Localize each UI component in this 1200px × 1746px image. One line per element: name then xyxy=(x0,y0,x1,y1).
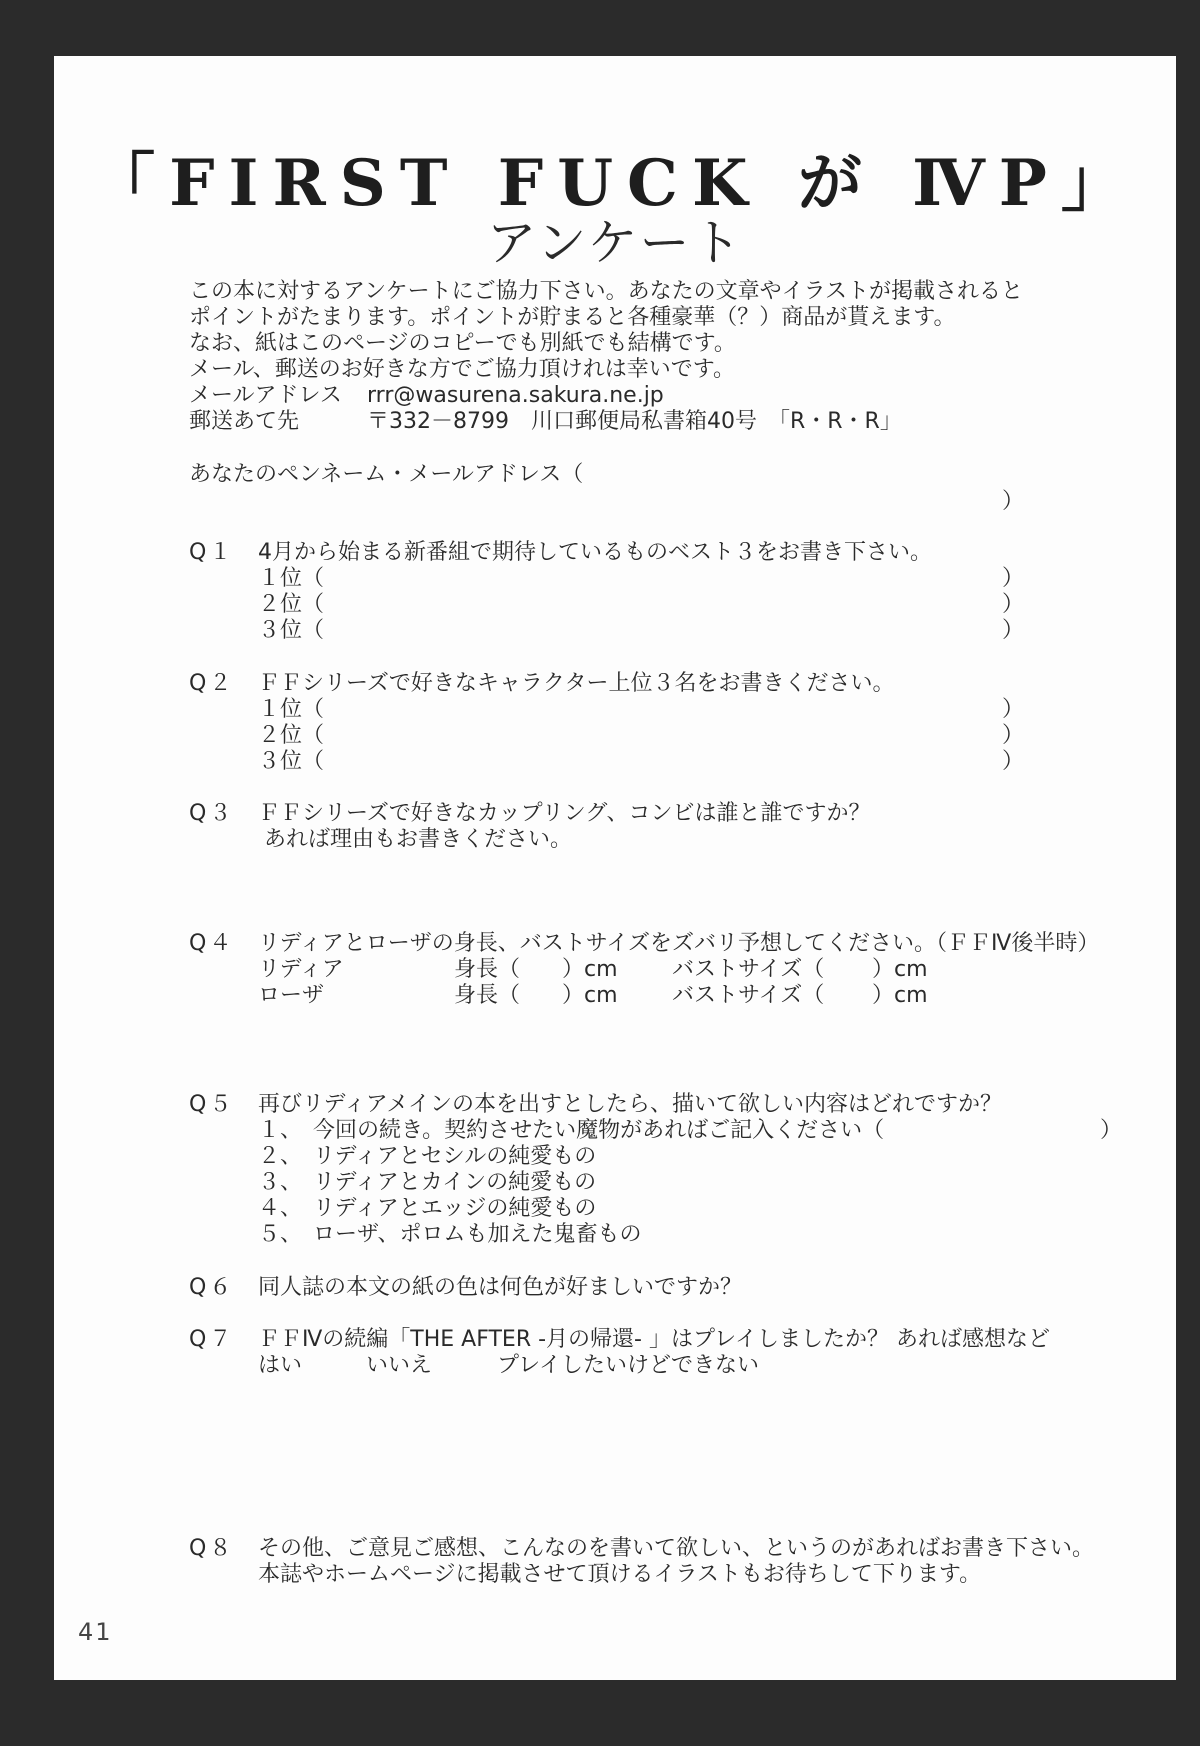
penname-close: ） xyxy=(1002,489,1025,514)
q4-number: Q４ xyxy=(189,931,235,956)
intro-line: ポイントがたまります。ポイントが貯まると各種豪華（？）商品が貰えます。 xyxy=(189,305,956,330)
q5-text: 再びリディアメインの本を出すとしたら、描いて欲しい内容はどれですか？ xyxy=(258,1092,1003,1117)
q7-number: Q７ xyxy=(189,1327,235,1352)
q1-rank-1-close: ） xyxy=(1002,566,1025,591)
q7-choice-no: いいえ xyxy=(366,1353,433,1378)
q3-text: ＦＦシリーズで好きなカップリング、コンビは誰と誰ですか？ xyxy=(258,801,871,826)
q4-row-1-bust: バストサイズ（ xyxy=(672,957,825,982)
q4-text: リディアとローザの身長、バストサイズをズバリ予想してください。（ＦＦⅣ後半時） xyxy=(258,931,1100,956)
q7-text: ＦＦⅣの続編「THE AFTER -月の帰還- 」はプレイしましたか？ あれば感想など xyxy=(258,1327,1050,1352)
q1-rank-2: ２位（ xyxy=(258,592,325,617)
intro-line: なお、紙はこのページのコピーでも別紙でも結構です。 xyxy=(189,331,736,356)
q5-option-5: ５、 ローザ、ポロムも加えた鬼畜もの xyxy=(258,1222,642,1247)
q1-text: 4月から始まる新番組で期待しているものベスト３をお書き下さい。 xyxy=(258,540,932,565)
q4-row-2-height-unit: ）cm xyxy=(562,983,618,1008)
q2-rank-1-close: ） xyxy=(1002,697,1025,722)
q7-choice-yes: はい xyxy=(258,1353,303,1378)
q2-rank-2-close: ） xyxy=(1002,723,1025,748)
mail-label: メールアドレス xyxy=(189,383,342,408)
page-number: 41 xyxy=(78,1618,113,1646)
q5-option-3: ３、 リディアとカインの純愛もの xyxy=(258,1170,597,1195)
questionnaire-page xyxy=(54,56,1176,1680)
page-title: 「FIRST FUCK が ⅣP」 xyxy=(91,146,1139,221)
q5-option-1-close: ） xyxy=(1100,1118,1123,1143)
mail-address: rrr@wasurena.sakura.ne.jp xyxy=(367,383,664,408)
q7-choice-cannot: プレイしたいけどできない xyxy=(497,1353,760,1378)
q5-option-4: ４、 リディアとエッジの純愛もの xyxy=(258,1196,597,1221)
q1-rank-3: ３位（ xyxy=(258,618,325,643)
intro-line: この本に対するアンケートにご協力下さい。あなたの文章やイラストが掲載されると xyxy=(189,279,1024,304)
q4-row-2-bust-unit: ）cm xyxy=(872,983,928,1008)
q4-row-2-bust: バストサイズ（ xyxy=(672,983,825,1008)
intro-line: メール、郵送のお好きな方でご協力頂けれは幸いです。 xyxy=(189,357,736,382)
q8-text-2: 本誌やホームページに掲載させて頂けるイラストもお待ちして下ります。 xyxy=(258,1562,982,1587)
q8-text: その他、ご意見ご感想、こんなのを書いて欲しい、というのがあればお書き下さい。 xyxy=(258,1536,1095,1561)
q1-rank-3-close: ） xyxy=(1002,618,1025,643)
q2-rank-3-close: ） xyxy=(1002,749,1025,774)
q1-number: Q１ xyxy=(189,540,235,565)
q3-number: Q３ xyxy=(189,801,235,826)
q8-number: Q８ xyxy=(189,1536,235,1561)
q5-number: Q５ xyxy=(189,1092,235,1117)
page-subtitle: アンケート xyxy=(486,214,744,272)
penname-label: あなたのペンネーム・メールアドレス（ xyxy=(189,462,584,487)
q4-row-2-height: 身長（ xyxy=(454,983,521,1008)
q2-rank-3: ３位（ xyxy=(258,749,325,774)
q2-rank-2: ２位（ xyxy=(258,723,325,748)
post-address: 〒332－8799 川口郵便局私書箱40号 「R・R・R」 xyxy=(367,409,902,434)
q2-rank-1: １位（ xyxy=(258,697,325,722)
q4-row-1-height-unit: ）cm xyxy=(562,957,618,982)
post-label: 郵送あて先 xyxy=(189,409,300,434)
q5-option-1: １、 今回の続き。契約させたい魔物があればご記入ください（ xyxy=(258,1118,885,1143)
q4-row-1-height: 身長（ xyxy=(454,957,521,982)
q6-text: 同人誌の本文の紙の色は何色が好ましいですか？ xyxy=(258,1275,743,1300)
q3-text-2: あれば理由もお書きください。 xyxy=(264,827,573,852)
q1-rank-2-close: ） xyxy=(1002,592,1025,617)
q6-number: Q６ xyxy=(189,1275,235,1300)
q2-text: ＦＦシリーズで好きなキャラクター上位３名をお書きください。 xyxy=(258,671,895,696)
q1-rank-1: １位（ xyxy=(258,566,325,591)
q4-row-2-name: ローザ xyxy=(258,983,325,1008)
q2-number: Q２ xyxy=(189,671,235,696)
q4-row-1-bust-unit: ）cm xyxy=(872,957,928,982)
q4-row-1-name: リディア xyxy=(258,957,344,982)
q5-option-2: ２、 リディアとセシルの純愛もの xyxy=(258,1144,597,1169)
